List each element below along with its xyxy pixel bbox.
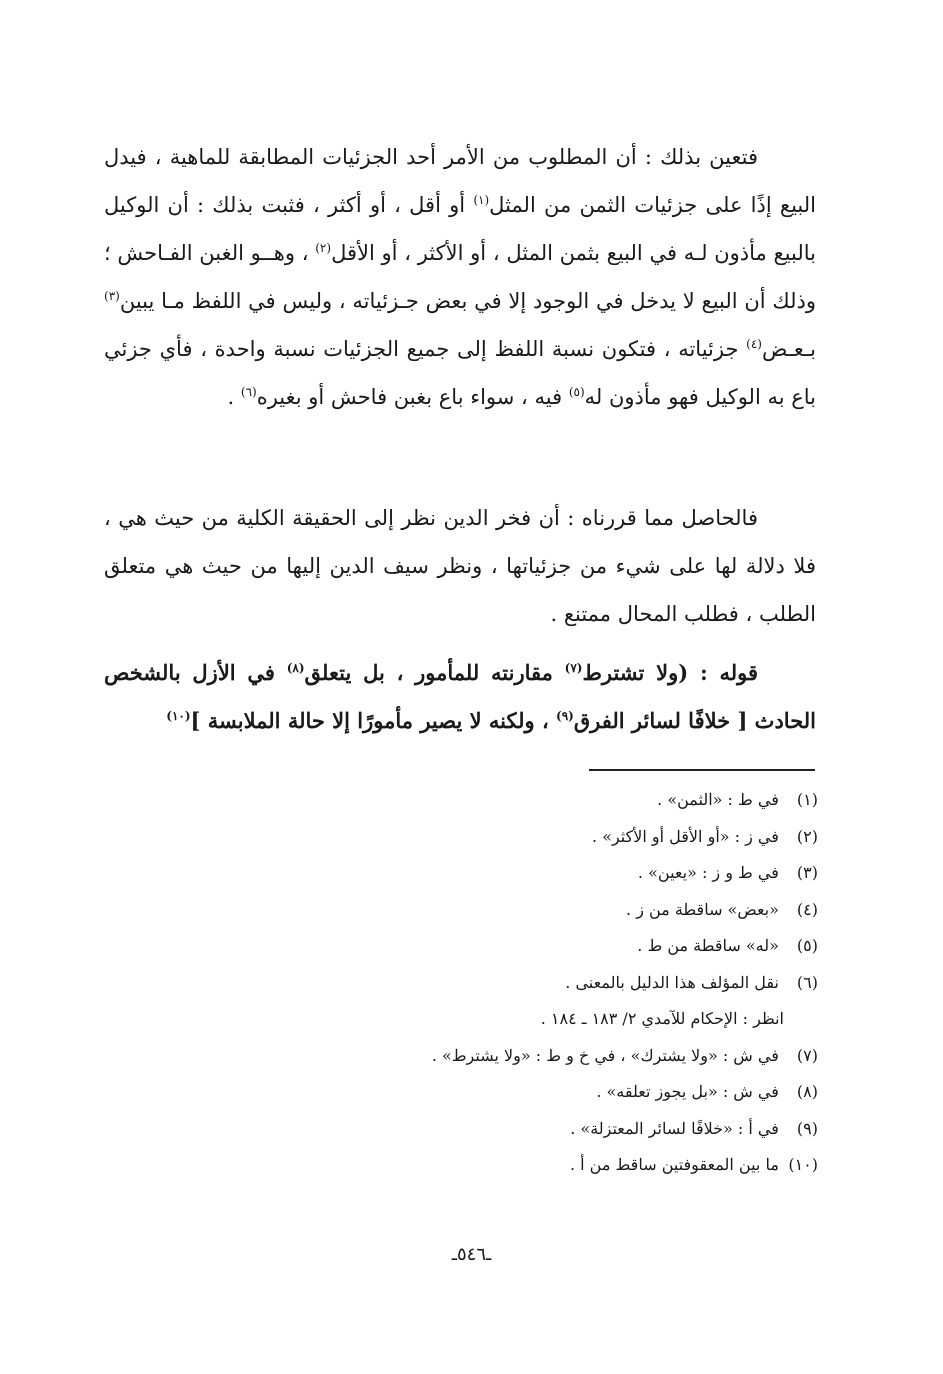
footnote-marker[interactable]: (٧) [564,661,583,675]
footnote-marker[interactable]: (١٠) [166,709,191,723]
paragraph-quote [104,649,816,745]
footnote-5 [300,928,818,965]
text-run: جزئياته ، فتكون نسبة اللفظ إلى جميع الجزئيات نسبة واحدة ، فأي جزئي باع به الوكيل فهو مأذون له [104,337,816,409]
footnote-marker[interactable]: (٨) [286,661,305,675]
footnote-number: (٧) [796,1045,818,1065]
footnote-marker[interactable]: (٩) [556,709,574,723]
text-run: . [227,385,241,409]
footnote-text: في ط : «الثمن» . [657,790,779,809]
page-number: ـ٥٤٦ـ [451,1244,492,1265]
footnote-divider [589,769,815,771]
footnote-number: (١٠) [788,1155,818,1174]
footnote-text: في ش : «ولا يشترك» ، في خ و ط : «ولا يشترط» . [431,1045,779,1065]
footnote-text: «بعض» ساقطة من ز . [626,899,779,919]
paragraph-conclusion [104,494,816,638]
footnote-number: (٥) [796,936,818,955]
footnote-8 [300,1074,818,1111]
footnote-number: (٣) [796,863,818,882]
footnote-marker[interactable]: (٤) [746,337,762,351]
footnote-text: «له» ساقطة من ط . [637,936,779,955]
footnote-3 [300,855,818,892]
text-run: ، وهــو الغبن الفـاحش ؛ وذلك أن البيع لا يدخل في الوجود إلا في بعض جـزئياته ، وليس في اللفظ مـا يبين [104,241,816,313]
text-run: فتعين بذلك : أن المطلوب من الأمر أحد الجزئيات المطابقة للماهية ، فيدل البيع إذًا على جزئيات الثمن من المثل [104,145,817,217]
text-run: قوله : (ولا تشترط [582,660,759,685]
footnote-number: (٤) [796,899,818,919]
footnote-text: في ز : «أو الأقل أو الأكثر» . [592,826,779,846]
paragraph-text [104,494,816,638]
text-run: فيه ، سواء باع بغبن فاحش أو بغيره [256,385,569,409]
text-run: ، ولكنه لا يصير مأمورًا إلا حالة الملابسة ] [190,708,557,733]
paragraph-sale-agent [104,133,816,421]
paragraph-text [104,649,816,745]
text-run: في الأزل بالشخص الحادث [ خلافًا لسائر الفرق [104,660,816,733]
footnote-number: (٨) [796,1082,818,1101]
text-run: فالحاصل مما قررناه : أن فخر الدين نظر إلى الحقيقة الكلية من حيث هي ، فلا دلالة لها على شيء من جزئياتها ، ونظر سيف الدين إليها من حيث هي متعلق الطلب ، فطلب المحال ممتنع . [104,506,816,626]
footnote-text: انظر : الإحكام للآمدي ٢/ ١٨٣ ـ ١٨٤ . [540,1009,784,1028]
footnote-text: في ط و ز : «يعين» . [637,863,779,882]
text-run: مقارنته للمأمور ، بل يتعلق [304,660,565,685]
text-run: أو أقل ، أو أكثر ، فثبت بذلك : أن الوكيل بالبيع مأذون لـه في البيع بثمن المثل ، أو الأكثر ، أو الأقل [104,193,816,265]
footnote-9 [300,1111,818,1148]
footnote-text: ما بين المعقوفتين ساقط من أ . [569,1155,779,1174]
footnote-1 [300,782,818,819]
footnotes [300,782,818,1184]
footnote-text: نقل المؤلف هذا الدليل بالمعنى . [565,972,779,992]
footnote-text: في أ : «خلافًا لسائر المعتزلة» . [570,1118,779,1138]
text-run: بـعـض [761,337,816,361]
footnote-2 [300,819,818,856]
footnote-marker[interactable]: (١) [473,193,490,207]
footnote-number: (٦) [796,972,818,992]
paragraph-text [104,133,816,421]
footnote-number: (٩) [796,1118,818,1138]
footnote-marker[interactable]: (٥) [568,385,585,399]
footnote-10 [300,1147,818,1184]
footnote-marker[interactable]: (٦) [240,385,257,399]
footnote-number: (١) [796,790,818,809]
footnote-marker[interactable]: (٣) [104,289,120,303]
footnote-number: (٢) [796,826,818,846]
footnote-6 [300,965,818,1002]
footnote-6-continuation [300,1001,818,1038]
footnote-text: في ش : «بل يجوز تعلقه» . [596,1082,779,1101]
footnote-4 [300,892,818,929]
footnote-marker[interactable]: (٢) [315,241,332,255]
footnote-7 [300,1038,818,1075]
